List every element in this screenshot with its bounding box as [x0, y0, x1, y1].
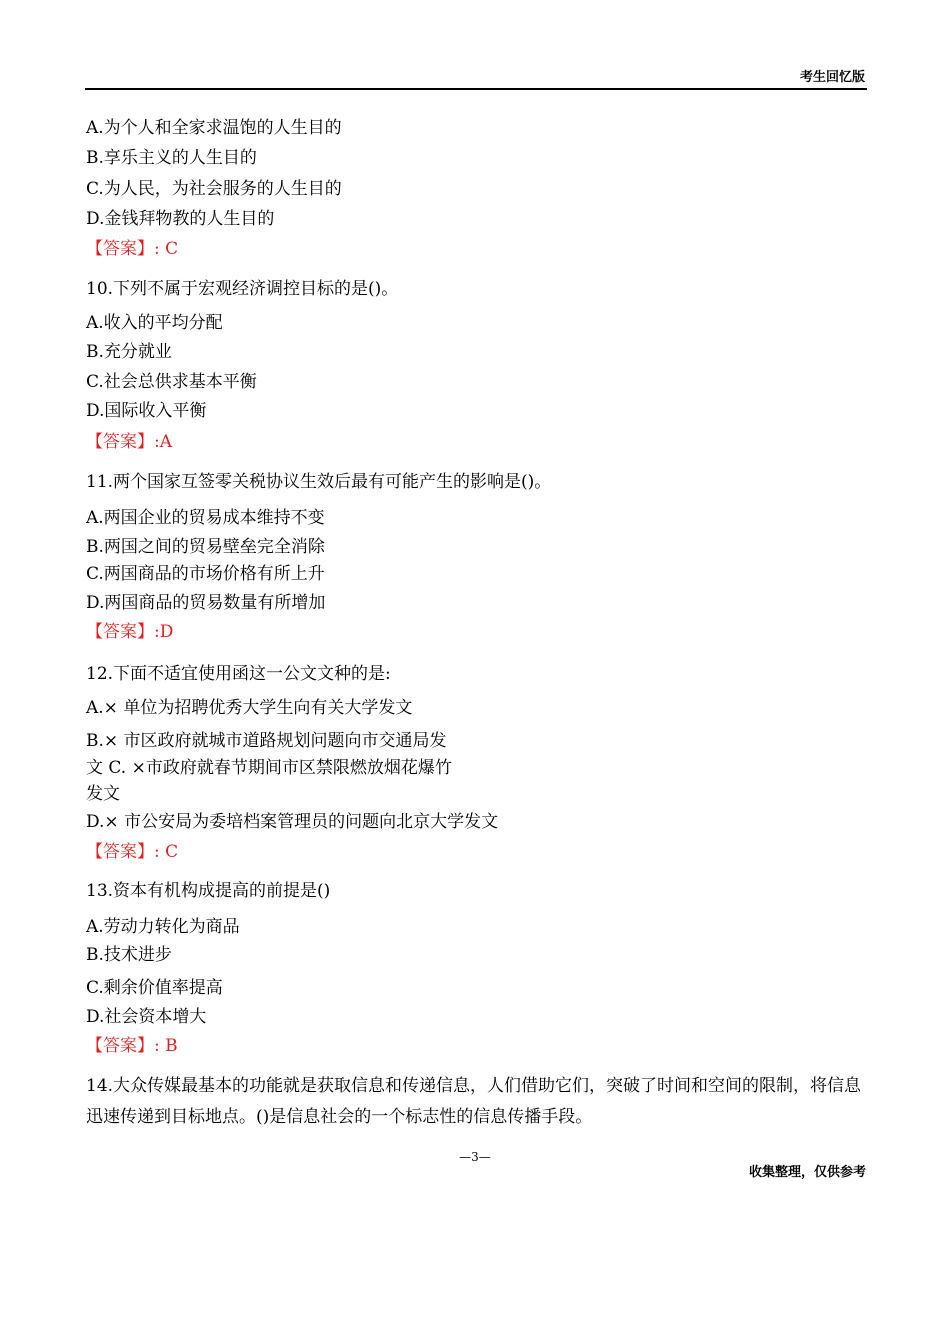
- question-10: 10.下列不属于宏观经济调控目标的是()。: [86, 279, 399, 299]
- q11-option-b: B.两国之间的贸易壁垒完全消除: [86, 537, 325, 557]
- q12-option-b-line3: 发文: [86, 784, 120, 804]
- q12-option-b-line2: 文 C. ×市政府就春节期间市区禁限燃放烟花爆竹: [86, 758, 452, 778]
- q13-option-b: B.技术进步: [86, 945, 172, 965]
- footer-label: 收集整理，仅供参考: [748, 1165, 866, 1180]
- q10-option-c: C.社会总供求基本平衡: [86, 372, 257, 392]
- q13-option-c: C.剩余价值率提高: [86, 978, 223, 998]
- q12-answer: 【答案】: C: [86, 842, 179, 862]
- q9-option-a: A.为个人和全家求温饱的人生目的: [86, 118, 342, 138]
- q11-answer: 【答案】:D: [86, 622, 174, 642]
- q10-option-d: D.国际收入平衡: [86, 401, 207, 421]
- question-13: 13.资本有机构成提高的前提是(): [86, 881, 331, 901]
- q12-option-b-line1: B.× 市区政府就城市道路规划问题向市交通局发: [86, 731, 447, 751]
- page-header: [85, 66, 867, 90]
- page-number: —3—: [459, 1150, 491, 1164]
- question-14: 14.大众传媒最基本的功能就是获取信息和传递信息，人们借助它们，突破了时间和空间的限制，将信息迅速传递到目标地点。()是信息社会的一个标志性的信息传播手段。: [86, 1076, 862, 1127]
- header-label: 考生回忆版: [799, 70, 865, 85]
- q12-option-d: D.× 市公安局为委培档案管理员的问题向北京大学发文: [86, 812, 499, 832]
- q9-option-d: D.金钱拜物教的人生目的: [86, 209, 275, 229]
- q9-option-b: B.享乐主义的人生目的: [86, 148, 257, 168]
- q11-option-a: A.两国企业的贸易成本维持不变: [86, 508, 325, 528]
- q13-answer: 【答案】: B: [86, 1036, 178, 1056]
- question-11: 11.两个国家互签零关税协议生效后最有可能产生的影响是()。: [86, 472, 552, 492]
- question-12: 12.下面不适宜使用函这一公文文种的是:: [86, 664, 391, 684]
- q13-option-a: A.劳动力转化为商品: [86, 917, 240, 937]
- q10-answer: 【答案】:A: [86, 432, 173, 452]
- q13-option-d: D.社会资本增大: [86, 1007, 207, 1027]
- q10-option-a: A.收入的平均分配: [86, 313, 223, 333]
- q12-option-a: A.× 单位为招聘优秀大学生向有关大学发文: [86, 698, 413, 718]
- q9-option-c: C.为人民，为社会服务的人生目的: [86, 179, 342, 199]
- q9-answer: 【答案】: C: [86, 239, 179, 259]
- q11-option-c: C.两国商品的市场价格有所上升: [86, 564, 325, 584]
- q10-option-b: B.充分就业: [86, 342, 172, 362]
- q11-option-d: D.两国商品的贸易数量有所增加: [86, 593, 326, 613]
